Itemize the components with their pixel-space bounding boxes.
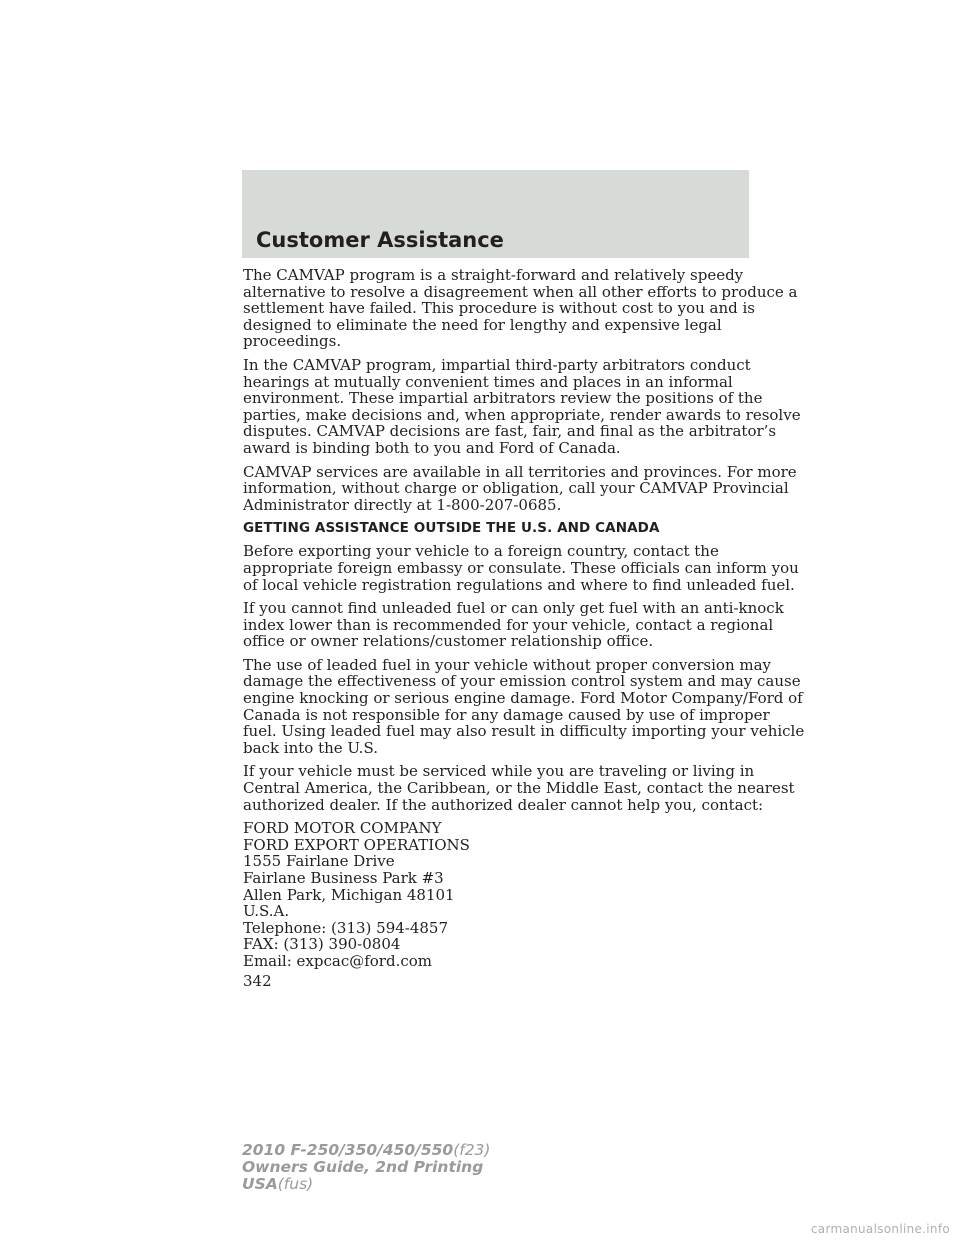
address-company: FORD MOTOR COMPANY xyxy=(243,819,442,838)
text-line: proceedings. xyxy=(243,332,342,351)
text-line: In the CAMVAP program, impartial third-party arbitrators conduct xyxy=(243,355,751,374)
footer-line-edition: Owners Guide, 2nd Printing xyxy=(242,1157,484,1176)
text-line: authorized dealer. If the authorized dealer cannot help you, contact: xyxy=(243,795,764,814)
paragraph-exporting xyxy=(243,542,799,594)
paragraph-servicing-abroad xyxy=(243,762,795,814)
text-line: fuel. Using leaded fuel may also result in difficulty importing your vehicle xyxy=(243,722,805,741)
text-line: award is binding both to you and Ford of Canada. xyxy=(243,438,621,457)
address-department: FORD EXPORT OPERATIONS xyxy=(243,835,470,854)
contact-telephone: Telephone: (313) 594-4857 xyxy=(243,918,449,937)
watermark-text: carmanualsonline.info xyxy=(810,1222,950,1236)
paragraph-unleaded-fuel xyxy=(243,599,784,651)
document-footer xyxy=(242,1142,490,1192)
paragraph-camvap-intro xyxy=(243,266,798,351)
contact-fax: FAX: (313) 390-0804 xyxy=(243,935,401,954)
footer-model-code: (f23) xyxy=(453,1141,491,1159)
text-line: environment. These impartial arbitrators review the positions of the xyxy=(243,389,763,408)
text-line: back into the U.S. xyxy=(243,738,378,757)
paragraph-leaded-fuel xyxy=(243,655,805,757)
text-line: information, without charge or obligation, call your CAMVAP Provincial xyxy=(243,479,789,498)
text-line: of local vehicle registration regulations and where to find unleaded fuel. xyxy=(243,575,795,594)
address-business-park: Fairlane Business Park #3 xyxy=(243,869,444,887)
footer-market-code: (fus) xyxy=(277,1174,314,1193)
paragraph-camvap-arbitrators xyxy=(243,355,801,457)
page-content xyxy=(243,266,805,990)
text-line: Before exporting your vehicle to a foreign country, contact the xyxy=(243,542,719,561)
footer-model: 2010 F-250/350/450/550 xyxy=(242,1141,454,1159)
text-line: appropriate foreign embassy or consulate. These officials can inform you xyxy=(243,558,799,577)
section-header-band xyxy=(242,170,749,258)
address-country: U.S.A. xyxy=(243,902,290,921)
text-line: Administrator directly at 1-800-207-0685. xyxy=(243,495,562,514)
text-line: If your vehicle must be serviced while you are traveling or living in xyxy=(243,762,755,781)
text-line: disputes. CAMVAP decisions are fast, fair, and final as the arbitrator’s xyxy=(243,422,777,441)
text-line: Central America, the Caribbean, or the Middle East, contact the nearest xyxy=(243,779,795,798)
address-street: 1555 Fairlane Drive xyxy=(243,852,395,871)
text-line: hearings at mutually convenient times and places in an informal xyxy=(243,372,733,391)
subheading-outside-us-canada: GETTING ASSISTANCE OUTSIDE THE U.S. AND CANADA xyxy=(243,520,660,537)
footer-line-model xyxy=(242,1142,490,1159)
text-line: Canada is not responsible for any damage caused by use of improper xyxy=(243,705,770,724)
section-title: Customer Assistance xyxy=(256,228,504,252)
footer-market: USA xyxy=(242,1174,278,1193)
text-line: engine knocking or serious engine damage. Ford Motor Company/Ford of xyxy=(243,689,803,708)
text-line: CAMVAP services are available in all territories and provinces. For more xyxy=(243,462,797,481)
paragraph-camvap-services xyxy=(243,462,797,514)
address-city-state-zip: Allen Park, Michigan 48101 xyxy=(243,885,455,904)
footer-line-market xyxy=(242,1176,490,1193)
contact-email: Email: expcac@ford.com xyxy=(243,951,432,970)
page-number: 342 xyxy=(243,971,272,990)
text-line: office or owner relations/customer relationship office. xyxy=(243,632,654,651)
text-line: index lower than is recommended for your vehicle, contact a regional xyxy=(243,615,774,634)
text-line: settlement have failed. This procedure is without cost to you and is xyxy=(243,299,756,318)
text-line: designed to eliminate the need for lengthy and expensive legal xyxy=(243,315,722,334)
text-line: alternative to resolve a disagreement when all other efforts to produce a xyxy=(243,282,798,301)
text-line: The CAMVAP program is a straight-forward and relatively speedy xyxy=(243,266,744,284)
text-line: parties, make decisions and, when appropriate, render awards to resolve xyxy=(243,405,801,424)
text-line: If you cannot find unleaded fuel or can only get fuel with an anti-knock xyxy=(243,599,784,618)
text-line: The use of leaded fuel in your vehicle without proper conversion may xyxy=(243,655,772,674)
contact-address-block xyxy=(243,820,749,969)
text-line: damage the effectiveness of your emission control system and may cause xyxy=(243,672,801,691)
